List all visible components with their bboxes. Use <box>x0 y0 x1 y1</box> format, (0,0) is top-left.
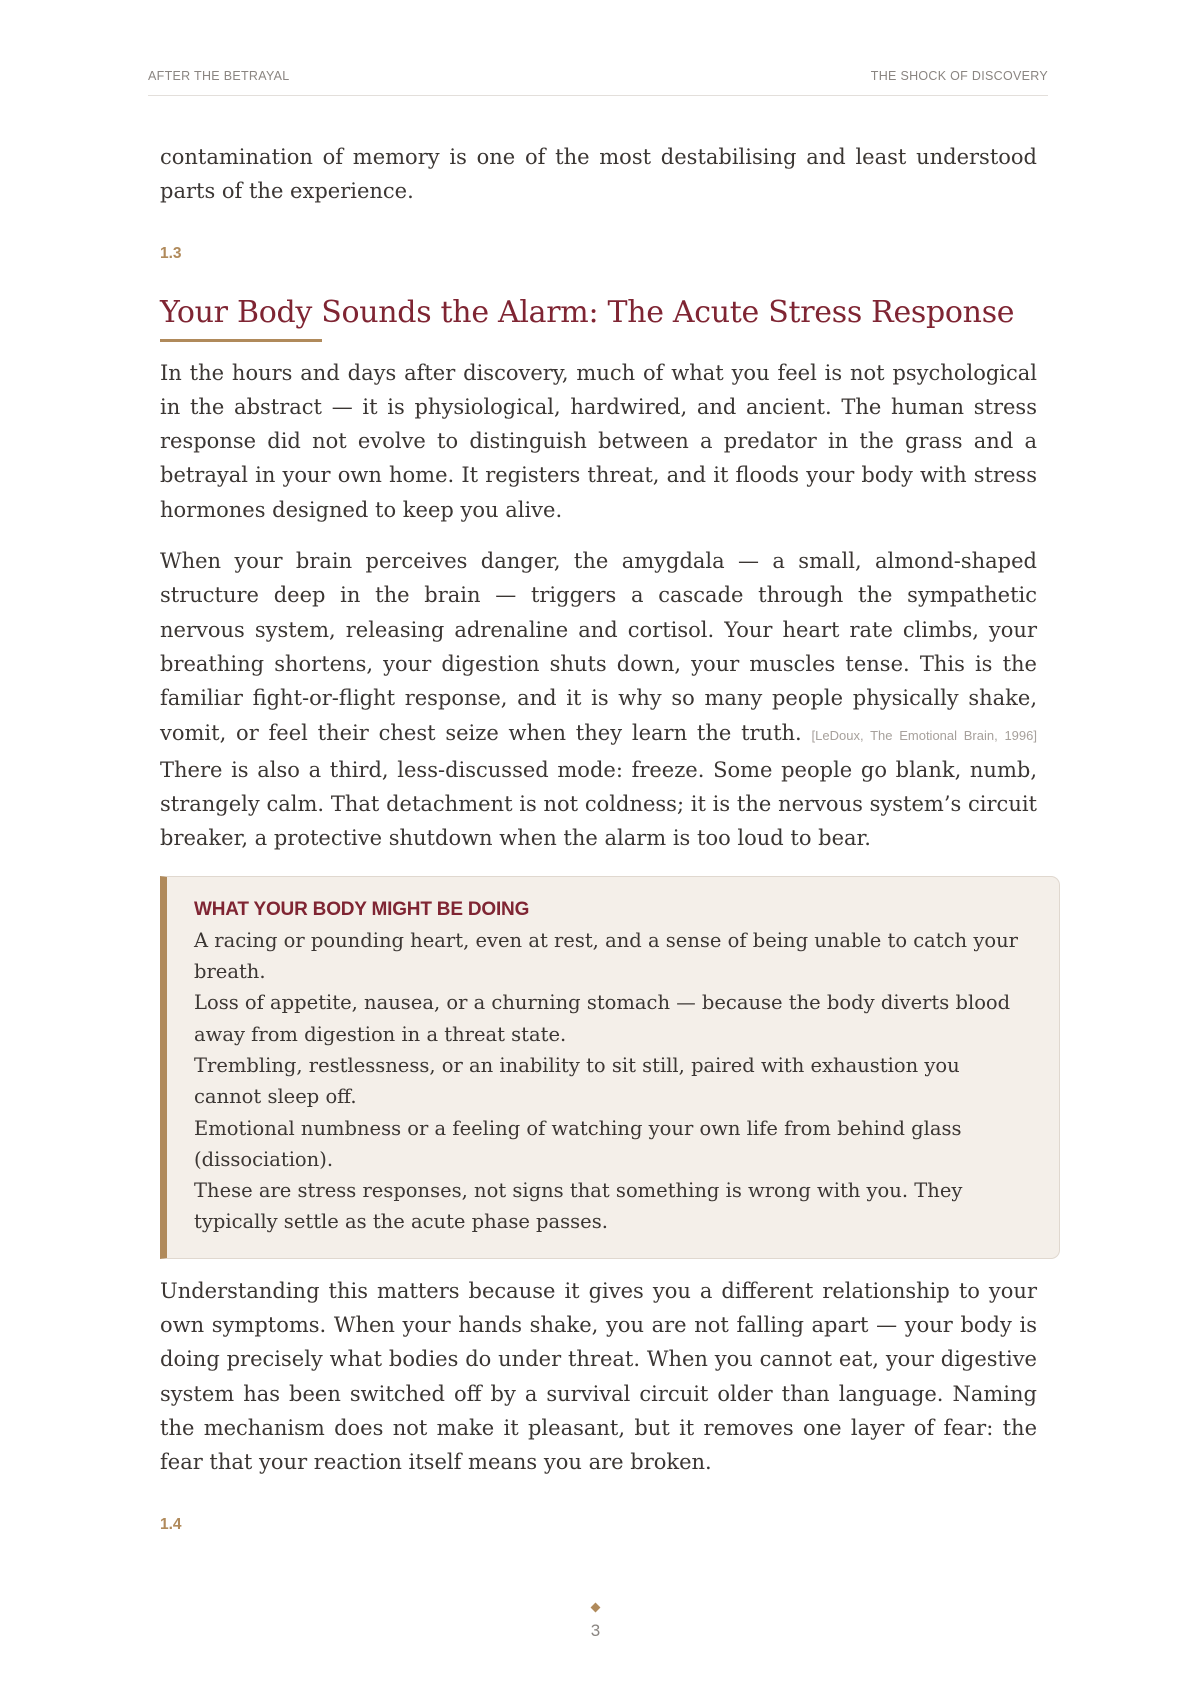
page-number: 3 <box>590 1621 601 1640</box>
diamond-ornament-icon <box>591 1603 601 1613</box>
callout-item: Loss of appetite, nausea, or a churning stomach — because the body diverts blood away from digestion in a threat state. <box>194 991 1011 1046</box>
callout-title: WHAT YOUR BODY MIGHT BE DOING <box>194 898 530 920</box>
callout-item: Trembling, restlessness, or an inability to sit still, paired with exhaustion you cannot sleep off. <box>194 1053 960 1109</box>
paragraph-amygdala-text: When your brain perceives danger, the amygdala — a small, almond-shaped structure deep in the brain — triggers a cascade through the sympathetic nervous system, releasing adrenaline and cortisol. Your heart rate climbs, your breathing shortens, your digestion shuts down, your muscles tense. This is the familiar fight-or-flight response, and it is why so many people physically shake, vomit, or feel their chest seize when they learn the truth. <box>160 549 1037 745</box>
paragraph-freeze-text: There is also a third, less-discussed mode: freeze. Some people go blank, numb, strangely calm. That detachment is not coldness; it is the nervous system’s circuit breaker, a protective shutdown when the alarm is too loud to bear. <box>160 757 1037 851</box>
paragraph-amygdala <box>160 544 1037 856</box>
section-heading: Your Body Sounds the Alarm: The Acute Stress Response <box>160 294 1015 330</box>
callout-item: A racing or pounding heart, even at rest, and a sense of being unable to catch your breath. <box>194 928 1018 984</box>
header-book-title: AFTER THE BETRAYAL <box>148 69 290 83</box>
paragraph-stress-response: In the hours and days after discovery, much of what you feel is not psychological in the abstract — it is physiological, hardwired, and ancient. The human stress response did not evolve to distinguish between a predator in the grass and a betrayal in your own home. It registers threat, and it floods your body with stress hormones designed to keep you alive. <box>160 360 1037 522</box>
callout-note: These are stress responses, not signs that something is wrong with you. They typically settle as the acute phase passes. <box>194 1179 963 1234</box>
paragraph-understanding: Understanding this matters because it gives you a different relationship to your own symptoms. When your hands shake, you are not falling apart — your body is doing precisely what bodies do under threat. When you cannot eat, your digestive system has been switched off by a survival circuit older than language. Naming the mechanism does not make it pleasant, but it removes one layer of fear: the fear that your reaction itself means you are broken. <box>160 1278 1037 1475</box>
intro-paragraph: contamination of memory is one of the most destabilising and least understood parts of the experience. <box>160 145 1037 204</box>
section-number-1-4: 1.4 <box>160 1515 182 1533</box>
header-chapter-title: THE SHOCK OF DISCOVERY <box>870 69 1048 83</box>
citation: [LeDoux, The Emotional Brain, 1996] <box>811 727 1037 743</box>
section-number-1-3: 1.3 <box>160 244 182 262</box>
callout-box <box>160 876 1060 1259</box>
page-footer <box>0 1596 1191 1641</box>
page-content <box>160 140 1037 1536</box>
running-header <box>148 69 1048 96</box>
callout-item: Emotional numbness or a feeling of watching your own life from behind glass (dissociation). <box>194 1116 962 1171</box>
heading-underline <box>160 339 322 342</box>
